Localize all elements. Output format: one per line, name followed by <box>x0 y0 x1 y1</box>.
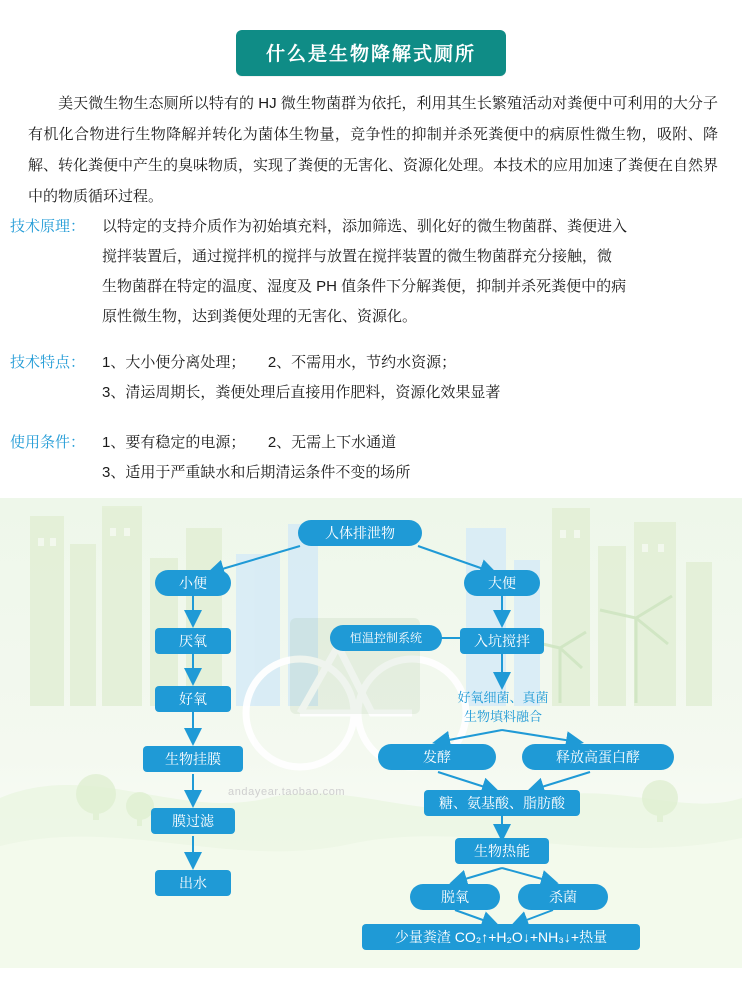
conditions-line-2: 3、适用于严重缺水和后期清运条件不变的场所 <box>102 464 411 481</box>
header-banner <box>0 30 742 76</box>
features-line-2: 3、清运周期长，粪便处理后直接用作肥料，资源化效果显著 <box>102 384 501 401</box>
node-deoxygenation[interactable]: 脱氧 <box>410 884 500 910</box>
node-ferment[interactable]: 发酵 <box>378 744 496 770</box>
page-title: 什么是生物降解式厕所 <box>236 30 506 76</box>
node-biofilm[interactable]: 生物挂膜 <box>143 746 243 772</box>
node-aerobic[interactable]: 好氧 <box>155 686 231 712</box>
process-flow-diagram <box>0 498 742 968</box>
principle-line-3: 生物菌群在特定的温度、湿度及 PH 值条件下分解粪便，抑制并杀死粪便中的病 <box>102 278 627 295</box>
node-acids[interactable]: 糖、氨基酸、脂肪酸 <box>424 790 580 816</box>
intro-paragraph <box>28 88 718 212</box>
section-principle <box>10 212 724 332</box>
section-principle-body <box>102 212 724 332</box>
node-sterilization[interactable]: 杀菌 <box>518 884 608 910</box>
section-conditions-body <box>102 428 724 488</box>
node-membrane-filter[interactable]: 膜过滤 <box>151 808 235 834</box>
node-anaerobic[interactable]: 厌氧 <box>155 628 231 654</box>
eco-city-background-illustration <box>0 498 742 968</box>
node-urine[interactable]: 小便 <box>155 570 231 596</box>
bacteria-note-line-2: 生物填料融合 <box>463 709 542 724</box>
label-bacteria-note <box>430 688 576 726</box>
intro-text: 美天微生物生态厕所以特有的 HJ 微生物菌群为依托，利用其生长繁殖活动对粪便中可利用的大分子有机化合物进行生物降解并转化为菌体生物量，竞争性的抑制并杀死粪便中的病原性微生物，吸附、降解、转化粪便中产生的臭味物质，实现了粪便的无害化、资源化处理。本技术的应用加速了粪便在自然界中的物质循环过程。 <box>28 95 719 205</box>
section-conditions-label: 使用条件： <box>10 434 86 451</box>
principle-line-2: 搅拌装置后，通过搅拌机的搅拌与放置在搅拌装置的微生物菌群充分接触，微 <box>102 248 613 265</box>
site-watermark: andayear.taobao.com <box>228 786 346 798</box>
node-feces[interactable]: 大便 <box>464 570 540 596</box>
node-bioheat[interactable]: 生物热能 <box>455 838 549 864</box>
node-final-result[interactable]: 少量粪渣 CO₂↑+H₂O↓+NH₃↓+热量 <box>362 924 640 950</box>
node-protein-release[interactable]: 释放高蛋白酵 <box>522 744 674 770</box>
features-line-1: 1、大小便分离处理； 2、不需用水，节约水资源； <box>102 354 457 371</box>
section-features-body <box>102 348 724 408</box>
principle-line-4: 原性微生物，达到粪便处理的无害化、资源化。 <box>102 308 418 325</box>
bacteria-note-line-1: 好氧细菌、真菌 <box>457 690 549 705</box>
section-features-label: 技术特点： <box>10 354 86 371</box>
section-features <box>10 348 724 408</box>
conditions-line-1: 1、要有稳定的电源； 2、无需上下水通道 <box>102 434 397 451</box>
section-conditions <box>10 428 724 488</box>
section-principle-label: 技术原理： <box>10 218 86 235</box>
principle-line-1: 以特定的支持介质作为初始填充料，添加筛选、驯化好的微生物菌群、粪便进入 <box>102 218 628 235</box>
node-source[interactable]: 人体排泄物 <box>298 520 422 546</box>
node-pit-stir[interactable]: 入坑搅拌 <box>460 628 544 654</box>
node-thermostat[interactable]: 恒温控制系统 <box>330 625 442 651</box>
node-effluent[interactable]: 出水 <box>155 870 231 896</box>
